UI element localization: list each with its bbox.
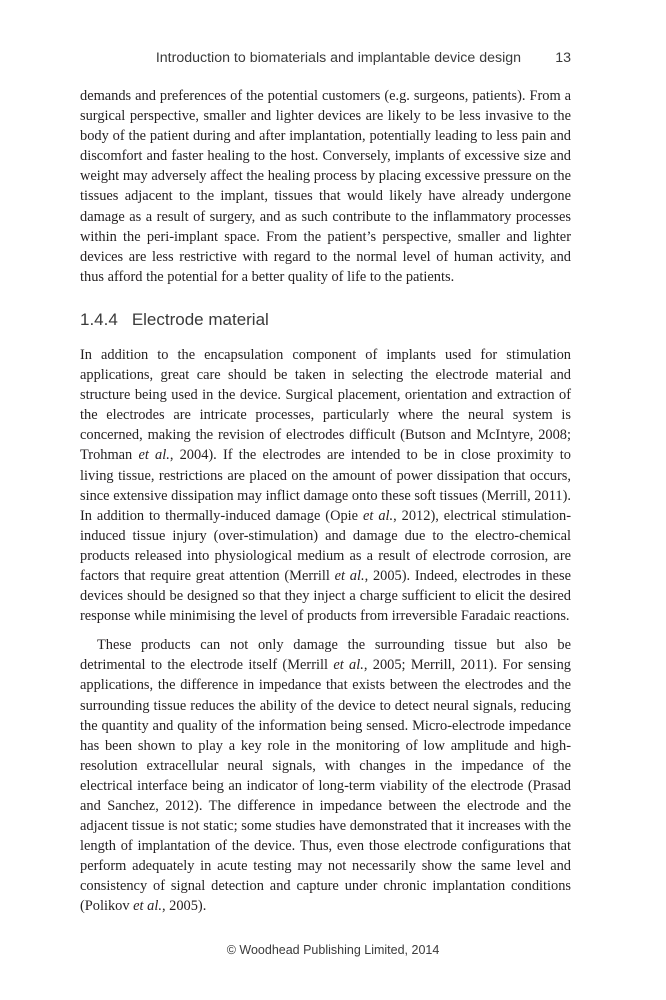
section-heading <box>80 309 571 331</box>
citation-et-al: et al. <box>133 898 162 915</box>
p2-text-3: , 2012), electrical stimulation-induced tissue injury (over-stimulation) and damage due to the electro-chemical products released into physiological medium as a result of electrode corrosion, are factors that require great attention (Merrill <box>80 507 571 584</box>
citation-et-al: et al. <box>138 447 170 464</box>
running-head <box>80 50 571 72</box>
citation-et-al: et al. <box>363 507 394 524</box>
paragraph-2 <box>80 345 571 626</box>
p2-text-1: In addition to the encapsulation component of implants used for stimulation applications, great care should be taken in selecting the electrode material and structure being used in the device. Surgical placement, orientation and extraction of the electrodes are intricate processes, particularly where the neural system is concerned, making the revision of electrodes difficult (Butson and McIntyre, 2008; Trohman <box>80 346 571 464</box>
paragraph-1: demands and preferences of the potential customers (e.g. surgeons, patients). From a surgical perspective, smaller and lighter devices are likely to be less invasive to the body of the patient during and after implantation, potentially leading to less pain and discomfort and faster healing to the host. Conversely, implants of excessive size and weight may adversely affect the healing process by placing excessive pressure on the tissues adjacent to the implant, tissues that would likely have already undergone damage as a result of surgery, and as such contribute to the inflammatory processes within the peri-implant space. From the patient’s perspective, smaller and lighter devices are less restrictive with regard to the normal level of human activity, and thus afford the potential for a better quality of life to the patients. <box>80 88 571 285</box>
section-number: 1.4.4 <box>80 309 118 329</box>
p3-text-2: , 2005; Merrill, 2011). For sensing applications, the difference in impedance that exists between the electrodes and the surrounding tissue reduces the ability of the device to detect neural signals, reducing the quantity and quality of the information being sensed. Micro-electrode impedance has been shown to play a key role in the monitoring of low amplitude and high-resolution extracellular neural signals, with changes in the impedance of the electrical interface being an indicator of long-term viability of the electrode (Prasad and Sanchez, 2012). The difference in impedance between the electrode and the adjacent tissue is not static; some studies have demonstrated that it increases with the length of implantation of the device. Thus, even those electrode configurations that perform adequately in acute testing may not necessarily show the same level and consistency of signal detection and capture under chronic implantation conditions (Polikov <box>80 657 572 915</box>
running-head-title: Introduction to biomaterials and implantable device design <box>155 50 521 66</box>
copyright-footer: © Woodhead Publishing Limited, 2014 <box>226 943 440 957</box>
paragraph-3 <box>80 635 571 916</box>
section-title: Electrode material <box>131 309 269 329</box>
page-number: 13 <box>555 50 571 66</box>
citation-et-al: et al. <box>334 567 365 584</box>
p3-text-1: These products can not only damage the surrounding tissue but also be detrimental to the electrode itself (Merrill <box>80 637 571 674</box>
p2-text-4: , 2005). Indeed, electrodes in these devices should be designed so that they inject a charge sufficient to elicit the desired response while minimising the level of products from irreversible Faradaic reactions. <box>80 567 571 625</box>
p2-text-2: , 2004). If the electrodes are intended to be in close proximity to living tissue, restrictions are placed on the amount of power dissipation that occurs, since extensive dissipation may inflict damage onto these soft tissues (Merrill, 2011). In addition to thermally-induced damage (Opie <box>80 447 571 524</box>
body-text <box>80 86 571 917</box>
citation-et-al: et al. <box>333 657 364 674</box>
p3-text-3: , 2005). <box>161 898 207 915</box>
